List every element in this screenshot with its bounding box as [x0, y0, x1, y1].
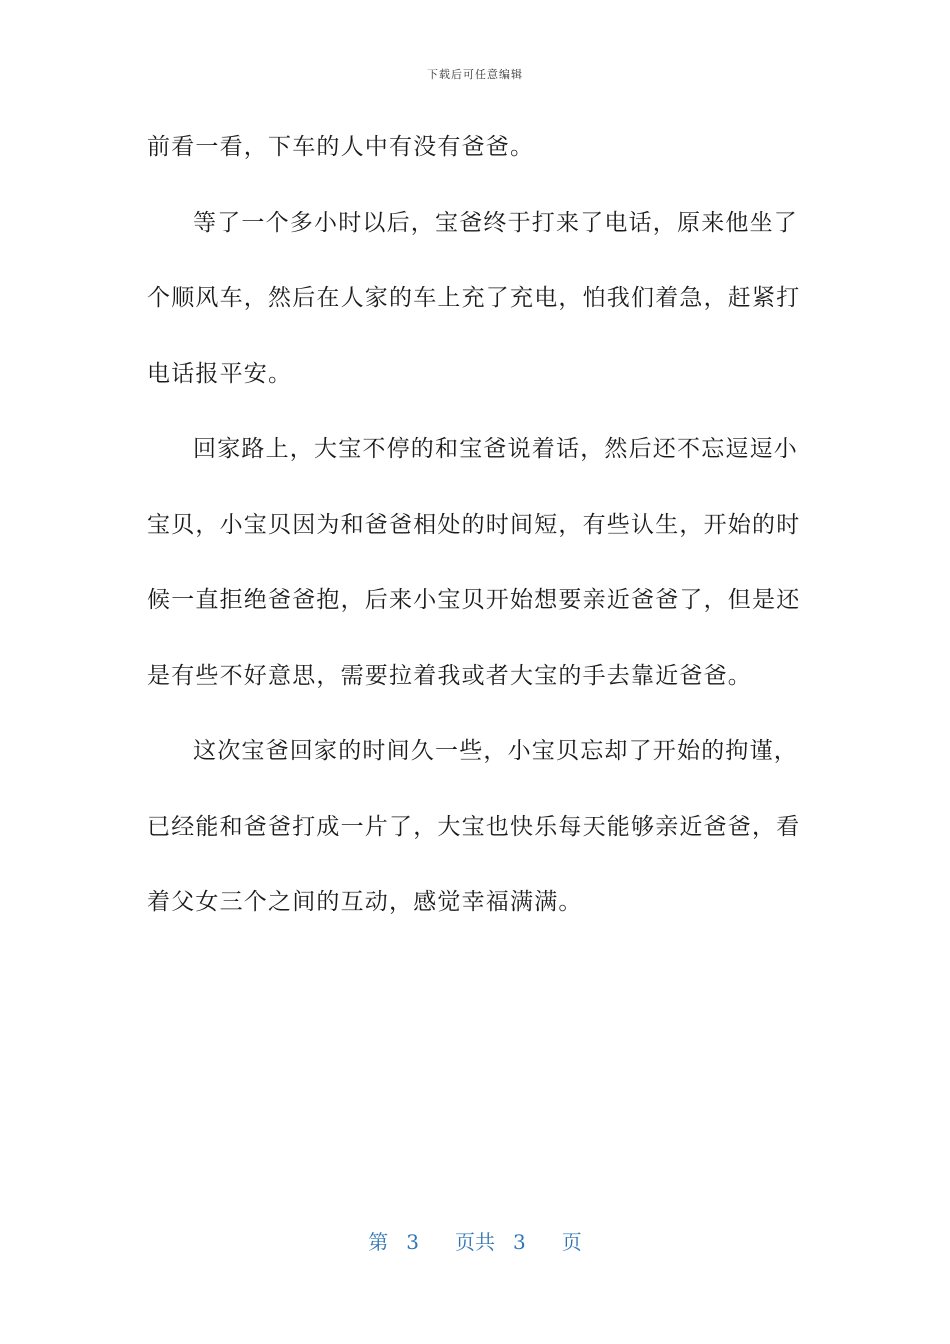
footer-total-pages: 3 [513, 1230, 526, 1254]
text-line: 这次宝爸回家的时间久一些，小宝贝忘却了开始的拘谨， [193, 738, 798, 764]
text-line: 个顺风车，然后在人家的车上充了充电，怕我们着急，赶紧打 [147, 285, 801, 311]
page-footer [0, 1226, 950, 1255]
text-line: 着父女三个之间的互动，感觉幸福满满。 [147, 889, 583, 915]
text-line: 电话报平安。 [147, 360, 293, 387]
footer-suffix: 页 [561, 1230, 582, 1254]
text-line: 宝贝，小宝贝因为和爸爸相处的时间短，有些认生，开始的时 [147, 511, 801, 538]
footer-middle: 页共 [455, 1230, 495, 1254]
footer-current-page: 3 [406, 1230, 419, 1254]
text-line: 候一直拒绝爸爸抱，后来小宝贝开始想要亲近爸爸了，但是还 [147, 587, 801, 613]
body-text [147, 122, 801, 953]
text-line: 回家路上，大宝不停的和宝爸说着话，然后还不忘逗逗小 [193, 436, 798, 462]
text-line: 已经能和爸爸打成一片了，大宝也快乐每天能够亲近爸爸，看 [147, 813, 801, 840]
text-line: 等了一个多小时以后，宝爸终于打来了电话，原来他坐了 [193, 209, 798, 236]
header-note: 下载后可任意编辑 [427, 68, 523, 81]
footer-prefix: 第 [368, 1230, 389, 1254]
text-line: 前看一看，下车的人中有没有爸爸。 [147, 134, 535, 160]
text-line: 是有些不好意思，需要拉着我或者大宝的手去靠近爸爸。 [147, 662, 752, 689]
